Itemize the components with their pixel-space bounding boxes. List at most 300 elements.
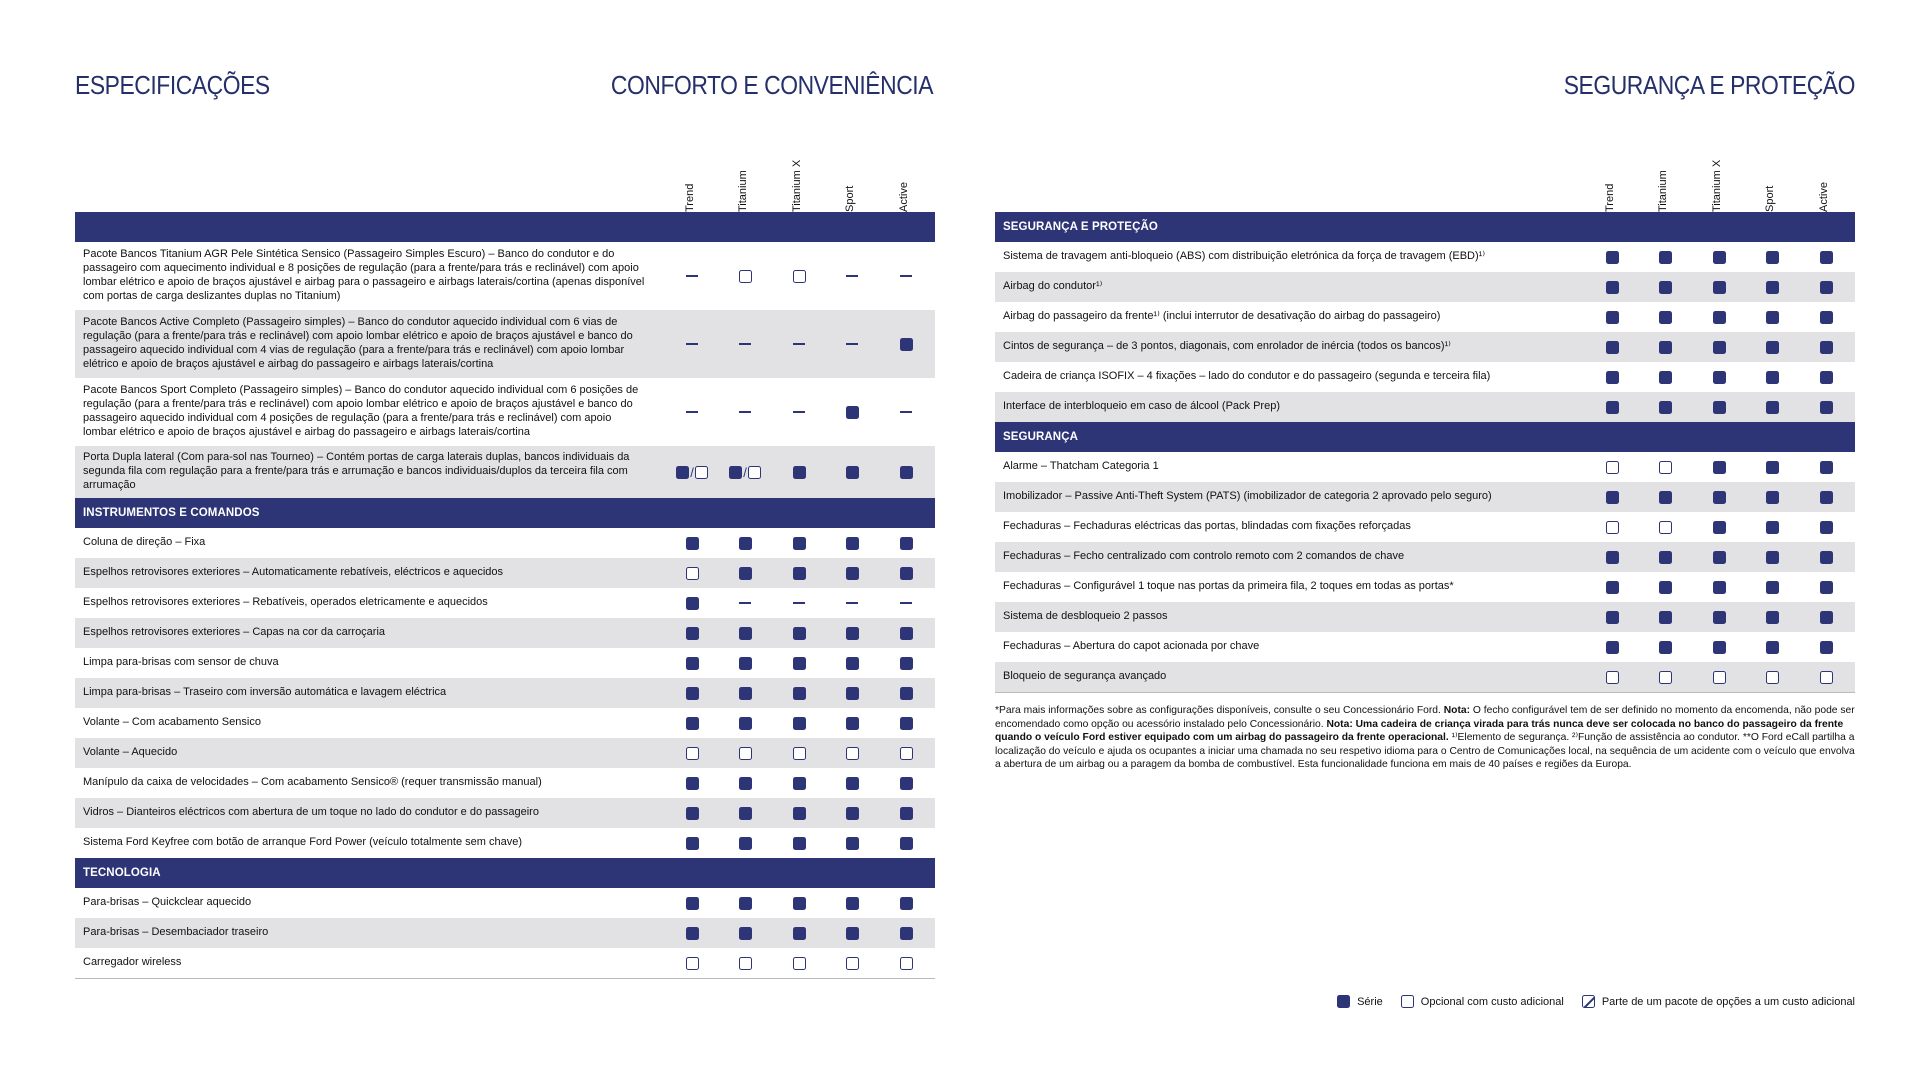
standard-square-icon <box>1820 401 1833 414</box>
availability-cell <box>1598 369 1626 385</box>
not-available-dash-icon <box>739 343 751 344</box>
column-headers <box>75 140 935 212</box>
legend <box>1337 995 1855 1008</box>
standard-square-icon <box>1713 371 1726 384</box>
availability-cell <box>785 655 813 671</box>
availability-cell <box>1651 279 1679 295</box>
not-available-dash-icon <box>846 602 858 603</box>
availability-cell <box>1758 609 1786 625</box>
feature-label: Para-brisas – Desembaciador traseiro <box>83 926 269 939</box>
table-row <box>75 918 935 948</box>
availability-cell <box>892 925 920 941</box>
availability-cell <box>892 404 920 420</box>
feature-label: Volante – Com acabamento Sensico <box>83 716 261 729</box>
availability-cell <box>678 715 706 731</box>
standard-square-icon <box>846 406 859 419</box>
availability-cell <box>1598 669 1626 685</box>
standard-square-icon <box>1713 311 1726 324</box>
availability-cell <box>1651 519 1679 535</box>
feature-label: Cintos de segurança – de 3 pontos, diagonais, com enrolador de inércia (todos os bancos)¹⁾ <box>1003 340 1451 353</box>
availability-cell <box>1705 459 1733 475</box>
standard-square-icon <box>1659 491 1672 504</box>
table-row <box>75 738 935 768</box>
availability-cell <box>785 565 813 581</box>
feature-label: Airbag do condutor¹⁾ <box>1003 280 1103 293</box>
availability-cell <box>678 835 706 851</box>
table-row <box>995 272 1855 302</box>
standard-square-icon <box>1606 251 1619 264</box>
availability-cell <box>1758 549 1786 565</box>
standard-square-icon <box>686 927 699 940</box>
conforto-table <box>75 140 935 979</box>
standard-square-icon <box>1820 461 1833 474</box>
availability-cell <box>1598 399 1626 415</box>
standard-square-icon <box>1659 311 1672 324</box>
availability-cell <box>1651 399 1679 415</box>
availability-cell <box>838 955 866 971</box>
standard-square-icon <box>846 687 859 700</box>
availability-cell <box>725 464 765 480</box>
availability-cell <box>1812 459 1840 475</box>
standard-square-icon <box>1606 311 1619 324</box>
standard-square-icon <box>1766 461 1779 474</box>
standard-square-icon <box>1337 995 1350 1008</box>
standard-square-icon <box>686 537 699 550</box>
standard-square-icon <box>1659 281 1672 294</box>
availability-cell <box>678 655 706 671</box>
standard-square-icon <box>900 807 913 820</box>
standard-square-icon <box>846 837 859 850</box>
standard-square-icon <box>739 567 752 580</box>
legend-pacote-label: Parte de um pacote de opções a um custo adicional <box>1601 995 1855 1008</box>
standard-square-icon <box>793 537 806 550</box>
package-square-icon <box>1582 995 1595 1008</box>
legend-serie-label: Série <box>1357 995 1383 1008</box>
standard-square-icon <box>1606 641 1619 654</box>
standard-square-icon <box>729 466 742 479</box>
availability-cell <box>1705 579 1733 595</box>
availability-cell <box>678 565 706 581</box>
table-row <box>995 482 1855 512</box>
availability-cell <box>1705 279 1733 295</box>
table-row <box>75 528 935 558</box>
footnote: *Para mais informações sobre as configurações disponíveis, consulte o seu Concessionário Ford. Nota: O fecho configurável tem de ser definido no momento da encomenda, não pode ser encomendado como opção ou acessório instalado pelo Concessionário. Nota: Uma cadeira de criança virada para trás nunca deve ser colocada no banco do passageiro da frente quando o veículo Ford estiver equipado com um airbag do passageiro da frente operacional. ¹⁾Elemento de segurança. ²⁾Função de assistência ao condutor. **O Ford eCall partilha a localização do veículo e ajuda os ocupantes a iniciar uma chamada no seu respetivo idioma para o Centro de Comunicações local, na sequência de um acidente com o veículo que envolva a abertura de um airbag ou a paragem da bomba de combustível. Esta funcionalidade funciona em mais de 40 países e regiões da Europa. <box>995 705 1855 771</box>
standard-square-icon <box>1659 401 1672 414</box>
legend-opcional <box>1401 995 1564 1008</box>
column-headers <box>995 140 1855 212</box>
slash-glyph: / <box>690 464 694 480</box>
availability-cell <box>1812 549 1840 565</box>
not-available-dash-icon <box>900 275 912 276</box>
feature-label: Bloqueio de segurança avançado <box>1003 670 1167 683</box>
not-available-dash-icon <box>900 411 912 412</box>
feature-label: Vidros – Dianteiros eléctricos com abertura de um toque no lado do condutor e do passageiro <box>83 806 539 819</box>
column-header-titanium-x <box>1711 140 1727 212</box>
availability-cell <box>838 625 866 641</box>
feature-label: Airbag do passageiro da frente¹⁾ (inclui interrutor de desativação do airbag do passageiro) <box>1003 310 1441 323</box>
table-row <box>75 558 935 588</box>
table-row <box>995 662 1855 692</box>
standard-square-icon <box>1766 281 1779 294</box>
not-available-dash-icon <box>793 343 805 344</box>
standard-square-icon <box>1766 401 1779 414</box>
availability-cell <box>892 805 920 821</box>
standard-square-icon <box>793 687 806 700</box>
optional-square-icon <box>1659 521 1672 534</box>
availability-cell <box>1705 669 1733 685</box>
availability-cell <box>1651 459 1679 475</box>
column-header-titanium <box>1657 140 1673 212</box>
feature-label: Fechaduras – Fechaduras eléctricas das portas, blindadas com fixações reforçadas <box>1003 520 1411 533</box>
table-row <box>995 602 1855 632</box>
availability-cell <box>1705 519 1733 535</box>
availability-cell <box>892 268 920 284</box>
feature-label: Porta Dupla lateral (Com para-sol nas Tourneo) – Contém portas de carga laterais duplas, bancos individuais da segunda fila com regulação para a frente/para trás e arrumação e bancos individuais/duplos da terceira fila com arrumação <box>83 451 630 491</box>
standard-square-icon <box>900 897 913 910</box>
availability-cell <box>892 895 920 911</box>
availability-cell <box>1651 339 1679 355</box>
table-row <box>75 948 935 978</box>
availability-cell <box>1598 519 1626 535</box>
standard-or-optional-icon <box>729 466 761 479</box>
not-available-dash-icon <box>686 343 698 344</box>
feature-label: Para-brisas – Quickclear aquecido <box>83 896 252 909</box>
availability-cell <box>1705 489 1733 505</box>
availability-cell <box>731 775 759 791</box>
availability-cell <box>1598 309 1626 325</box>
feature-label: Alarme – Thatcham Categoria 1 <box>1003 460 1159 473</box>
table-row <box>75 446 935 498</box>
availability-cell <box>672 464 712 480</box>
table-row <box>75 708 935 738</box>
standard-square-icon <box>1820 581 1833 594</box>
seguranca-table <box>995 140 1855 693</box>
availability-cell <box>731 745 759 761</box>
table-row <box>75 588 935 618</box>
availability-cell <box>785 595 813 611</box>
standard-square-icon <box>1659 581 1672 594</box>
availability-cell <box>838 745 866 761</box>
optional-square-icon <box>1713 671 1726 684</box>
standard-square-icon <box>1820 311 1833 324</box>
standard-square-icon <box>1713 341 1726 354</box>
availability-cell <box>785 715 813 731</box>
optional-square-icon <box>793 957 806 970</box>
availability-cell <box>1598 459 1626 475</box>
availability-cell <box>838 565 866 581</box>
standard-square-icon <box>900 837 913 850</box>
standard-square-icon <box>1713 461 1726 474</box>
availability-cell <box>1598 609 1626 625</box>
availability-cell <box>838 775 866 791</box>
standard-square-icon <box>846 466 859 479</box>
availability-cell <box>838 685 866 701</box>
availability-cell <box>678 685 706 701</box>
standard-square-icon <box>686 657 699 670</box>
availability-cell <box>785 805 813 821</box>
availability-cell <box>892 745 920 761</box>
optional-square-icon <box>686 957 699 970</box>
standard-square-icon <box>1606 581 1619 594</box>
standard-square-icon <box>1659 341 1672 354</box>
standard-square-icon <box>686 897 699 910</box>
column-header-label: Titanium X <box>1711 159 1723 212</box>
feature-label: Fechaduras – Fecho centralizado com controlo remoto com 2 comandos de chave <box>1003 550 1405 563</box>
availability-cell <box>838 805 866 821</box>
standard-square-icon <box>1820 551 1833 564</box>
standard-square-icon <box>900 717 913 730</box>
standard-square-icon <box>686 597 699 610</box>
table-row <box>75 678 935 708</box>
standard-square-icon <box>676 466 689 479</box>
availability-cell <box>1705 369 1733 385</box>
standard-square-icon <box>1766 311 1779 324</box>
availability-cell <box>731 955 759 971</box>
standard-square-icon <box>739 717 752 730</box>
availability-cell <box>678 895 706 911</box>
standard-square-icon <box>846 807 859 820</box>
standard-square-icon <box>900 687 913 700</box>
table-row <box>995 332 1855 362</box>
table-row <box>75 888 935 918</box>
column-header-label: Titanium <box>737 170 749 212</box>
standard-square-icon <box>1766 641 1779 654</box>
standard-square-icon <box>1820 281 1833 294</box>
availability-cell <box>892 655 920 671</box>
section-header: SEGURANÇA E PROTEÇÃO <box>995 212 1855 242</box>
feature-label: Fechaduras – Abertura do capot acionada por chave <box>1003 640 1260 653</box>
availability-cell <box>1758 399 1786 415</box>
standard-square-icon <box>1659 371 1672 384</box>
availability-cell <box>678 404 706 420</box>
availability-cell <box>1758 639 1786 655</box>
availability-cell <box>731 404 759 420</box>
column-header-titanium-x <box>791 140 807 212</box>
standard-square-icon <box>739 837 752 850</box>
column-header-label: Trend <box>1604 183 1616 212</box>
legend-serie <box>1337 995 1383 1008</box>
column-header-label: Active <box>1818 182 1830 212</box>
not-available-dash-icon <box>793 411 805 412</box>
standard-square-icon <box>793 627 806 640</box>
standard-square-icon <box>686 687 699 700</box>
availability-cell <box>731 925 759 941</box>
standard-square-icon <box>1713 491 1726 504</box>
availability-cell <box>1598 579 1626 595</box>
table-row <box>75 798 935 828</box>
standard-square-icon <box>1713 251 1726 264</box>
availability-cell <box>731 268 759 284</box>
standard-square-icon <box>1766 581 1779 594</box>
standard-square-icon <box>1766 251 1779 264</box>
availability-cell <box>1758 519 1786 535</box>
not-available-dash-icon <box>846 275 858 276</box>
availability-cell <box>1812 609 1840 625</box>
table-row <box>75 378 935 446</box>
table-row <box>995 242 1855 272</box>
availability-cell <box>1705 639 1733 655</box>
standard-square-icon <box>846 777 859 790</box>
not-available-dash-icon <box>686 275 698 276</box>
standard-square-icon <box>846 717 859 730</box>
table-row <box>995 452 1855 482</box>
availability-cell <box>1812 249 1840 265</box>
table-bottom-divider <box>75 978 935 979</box>
availability-cell <box>785 464 813 480</box>
availability-cell <box>1651 309 1679 325</box>
availability-cell <box>838 268 866 284</box>
standard-square-icon <box>1606 371 1619 384</box>
table-row <box>75 828 935 858</box>
availability-cell <box>892 336 920 352</box>
availability-cell <box>731 715 759 731</box>
feature-label: Pacote Bancos Sport Completo (Passageiro simples) – Banco do condutor aquecido individual com 6 posições de regulação (para a frente/para trás e reclinável) com apoio lombar elétrico e apoio de braços ajustável e banco do passageiro aquecido individual com 4 posições de regulação (para a frente/para trás e reclinável) com apoio lombar elétrico e apoio de braços ajustável e airbag do passageiro e airbags laterais/cortina <box>83 384 639 438</box>
optional-square-icon <box>793 747 806 760</box>
availability-cell <box>785 895 813 911</box>
standard-square-icon <box>1659 611 1672 624</box>
feature-label: Fechaduras – Configurável 1 toque nas portas da primeira fila, 2 toques em todas as portas* <box>1003 580 1454 593</box>
availability-cell <box>892 535 920 551</box>
availability-cell <box>1812 369 1840 385</box>
optional-square-icon <box>748 466 761 479</box>
standard-square-icon <box>793 777 806 790</box>
feature-label: Volante – Aquecido <box>83 746 178 759</box>
availability-cell <box>838 925 866 941</box>
standard-square-icon <box>1820 251 1833 264</box>
availability-cell <box>1651 249 1679 265</box>
feature-label: Carregador wireless <box>83 956 182 969</box>
standard-square-icon <box>793 567 806 580</box>
table-row <box>995 302 1855 332</box>
standard-square-icon <box>686 627 699 640</box>
availability-cell <box>1812 399 1840 415</box>
optional-square-icon <box>686 567 699 580</box>
column-header-sport <box>844 140 860 212</box>
standard-square-icon <box>1606 401 1619 414</box>
availability-cell <box>1651 489 1679 505</box>
standard-square-icon <box>900 466 913 479</box>
standard-square-icon <box>739 657 752 670</box>
section-header: INSTRUMENTOS E COMANDOS <box>75 498 935 528</box>
availability-cell <box>1651 369 1679 385</box>
availability-cell <box>785 535 813 551</box>
feature-label: Interface de interbloqueio em caso de álcool (Pack Prep) <box>1003 400 1280 413</box>
column-header-titanium <box>737 140 753 212</box>
availability-cell <box>678 955 706 971</box>
not-available-dash-icon <box>739 602 751 603</box>
feature-label: Pacote Bancos Active Completo (Passageiro simples) – Banco do condutor aquecido individual com 6 vias de regulação (para a frente/para trás e reclinável) com apoio lombar elétrico e apoio de braços ajustável e banco do passageiro aquecido individual com 4 vias de regulação (para a frente/para trás e reclinável) com apoio lombar elétrico e apoio de braços ajustável e airbag do passageiro e airbags laterais/cortina <box>83 316 633 370</box>
availability-cell <box>838 464 866 480</box>
standard-square-icon <box>846 627 859 640</box>
availability-cell <box>1705 339 1733 355</box>
standard-square-icon <box>1820 371 1833 384</box>
availability-cell <box>785 404 813 420</box>
optional-square-icon <box>1659 461 1672 474</box>
column-header-label: Trend <box>684 183 696 212</box>
availability-cell <box>838 715 866 731</box>
availability-cell <box>838 336 866 352</box>
availability-cell <box>1651 579 1679 595</box>
standard-square-icon <box>1713 551 1726 564</box>
optional-square-icon <box>739 747 752 760</box>
feature-label: Coluna de direção – Fixa <box>83 536 206 549</box>
not-available-dash-icon <box>793 602 805 603</box>
not-available-dash-icon <box>900 602 912 603</box>
availability-cell <box>892 685 920 701</box>
standard-square-icon <box>793 807 806 820</box>
optional-square-icon <box>846 747 859 760</box>
availability-cell <box>785 835 813 851</box>
availability-cell <box>731 835 759 851</box>
standard-square-icon <box>739 927 752 940</box>
standard-square-icon <box>739 537 752 550</box>
optional-square-icon <box>1401 995 1414 1008</box>
table-row <box>995 512 1855 542</box>
availability-cell <box>678 595 706 611</box>
availability-cell <box>1598 639 1626 655</box>
standard-square-icon <box>739 627 752 640</box>
standard-square-icon <box>900 537 913 550</box>
standard-square-icon <box>1766 341 1779 354</box>
availability-cell <box>678 805 706 821</box>
standard-square-icon <box>900 927 913 940</box>
availability-cell <box>731 895 759 911</box>
table-row <box>995 572 1855 602</box>
availability-cell <box>1705 309 1733 325</box>
standard-square-icon <box>793 897 806 910</box>
feature-label: Sistema Ford Keyfree com botão de arranque Ford Power (veículo totalmente sem chave) <box>83 836 522 849</box>
optional-square-icon <box>900 747 913 760</box>
feature-label: Sistema de travagem anti-bloqueio (ABS) com distribuição eletrónica da força de travagem (EBD)¹⁾ <box>1003 250 1486 263</box>
feature-label: Espelhos retrovisores exteriores – Automaticamente rebatíveis, eléctricos e aquecidos <box>83 566 504 579</box>
availability-cell <box>1812 579 1840 595</box>
standard-or-optional-icon <box>676 466 708 479</box>
optional-square-icon <box>686 747 699 760</box>
availability-cell <box>785 685 813 701</box>
standard-square-icon <box>739 687 752 700</box>
availability-cell <box>892 835 920 851</box>
availability-cell <box>1812 639 1840 655</box>
optional-square-icon <box>1606 521 1619 534</box>
feature-label: Imobilizador – Passive Anti-Theft System (PATS) (imobilizador de categoria 2 aprovado pelo seguro) <box>1003 490 1492 503</box>
availability-cell <box>731 685 759 701</box>
availability-cell <box>1812 669 1840 685</box>
standard-square-icon <box>1713 611 1726 624</box>
availability-cell <box>892 595 920 611</box>
standard-square-icon <box>846 537 859 550</box>
column-header-label: Active <box>898 182 910 212</box>
legend-pacote <box>1582 995 1855 1008</box>
optional-square-icon <box>695 466 708 479</box>
standard-square-icon <box>1659 641 1672 654</box>
availability-cell <box>1758 279 1786 295</box>
section-title-seguranca: SEGURANÇA E PROTEÇÃO <box>1563 70 1855 100</box>
availability-cell <box>1705 609 1733 625</box>
table-row <box>75 242 935 310</box>
availability-cell <box>1758 669 1786 685</box>
standard-square-icon <box>846 897 859 910</box>
availability-cell <box>838 535 866 551</box>
legend-opcional-label: Opcional com custo adicional <box>1420 995 1564 1008</box>
feature-label: Cadeira de criança ISOFIX – 4 fixações – lado do condutor e do passageiro (segunda e terceira fila) <box>1003 370 1491 383</box>
availability-cell <box>1598 489 1626 505</box>
column-header-sport <box>1764 140 1780 212</box>
standard-square-icon <box>1820 611 1833 624</box>
standard-square-icon <box>1713 581 1726 594</box>
section-header: TECNOLOGIA <box>75 858 935 888</box>
table-row <box>75 618 935 648</box>
availability-cell <box>1758 489 1786 505</box>
